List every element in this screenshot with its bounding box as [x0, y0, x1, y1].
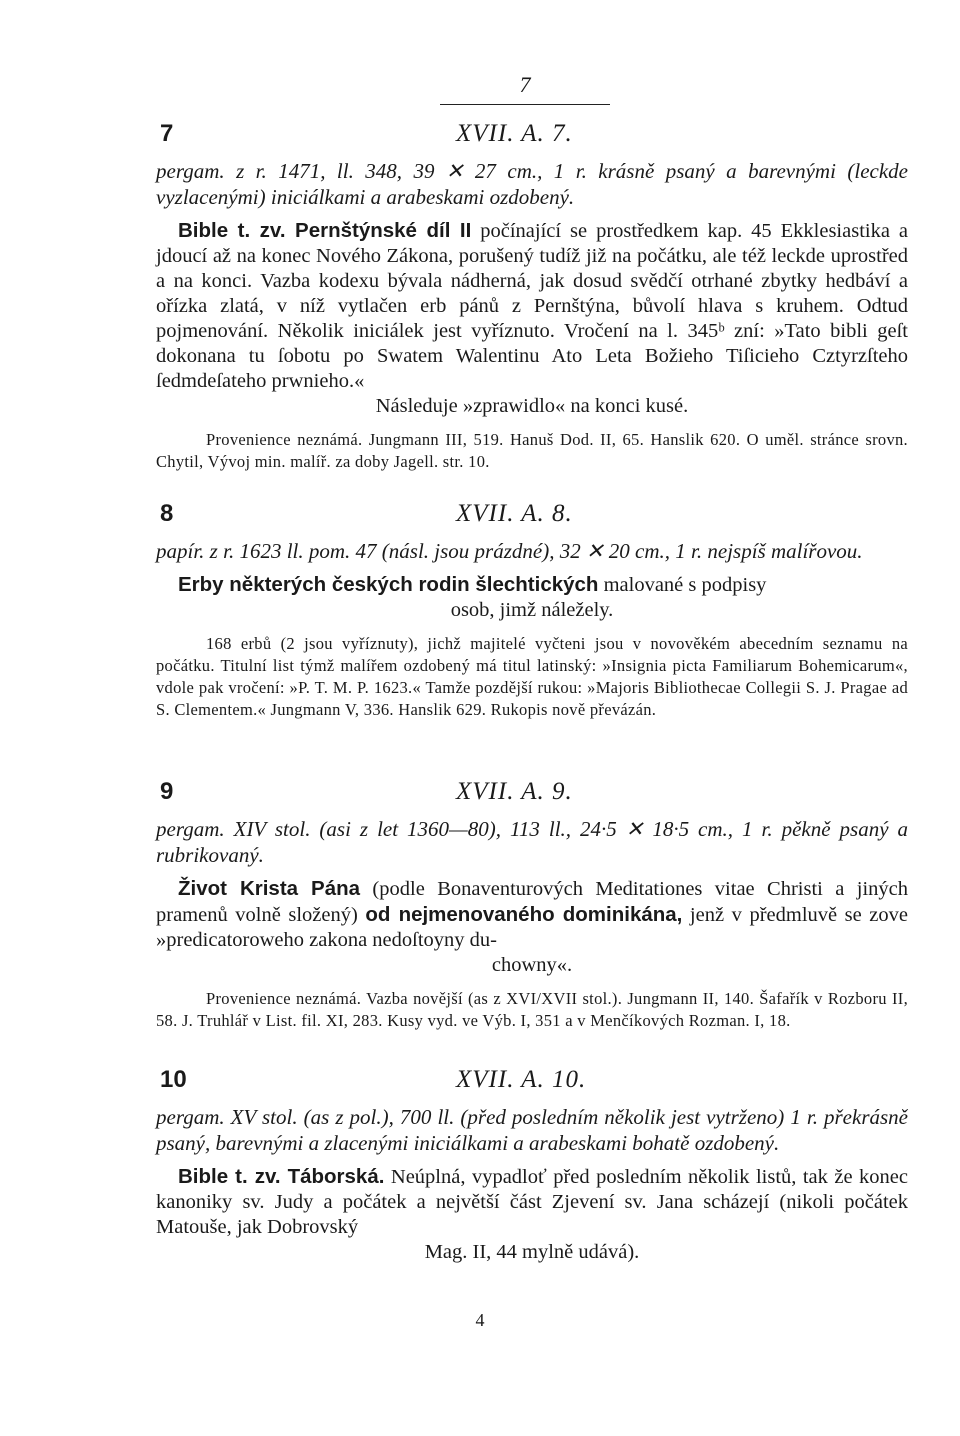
- entry-number: 9: [160, 778, 174, 805]
- entry-heading: [156, 1066, 908, 1100]
- entry-title: Život Krista Pána: [178, 877, 361, 900]
- entry-description-text: počínající se prostředkem kap. 45 Ekklesiastika a jdoucí až na konec Nového Zákona, porušený tudíž již na počátku, ale též leckde uprostřed a na konci. Vazba kodexu bývala nádherná, jak dosud svědčí otrhané zbytky hedbáví a ořízka zlatá, v níž vytlačen erb pánů z Pernštýna, bůvolí hlava s kruhem. Odtud pojmenování. Několik iniciálek jest vyříznuto. Vročení na l. 345ᵇ zní: »Tato bibli geſt dokonana tu ſobotu po Swatem Walentinu Ato Leta Božieho Tiſicieho Cztyrzſteho ſedmdeſateho prwnieho.«: [156, 220, 908, 392]
- entry-physical-description: pergam. XIV stol. (asi z let 1360—80), 113 ll., 24·5 ✕ 18·5 cm., 1 r. pěkně psaný a rubrikovaný.: [156, 817, 908, 867]
- entry-heading: [156, 120, 908, 154]
- catalog-entry: [156, 120, 908, 473]
- page-number-bottom: 4: [475, 1310, 485, 1330]
- entry-heading: [156, 778, 908, 812]
- entry-description: [156, 1164, 908, 1265]
- entry-literature: Provenience neznámá. Vazba novější (as z XVI/XVII stol.). Jungmann II, 140. Šafařík v Rozboru II, 58. J. Truhlář v List. fil. XI, 283. Kusy vyd. ve Výb. I, 351 a v Menčíkových Rozman. I, 18.: [156, 989, 908, 1030]
- catalog-entry: [156, 1066, 908, 1275]
- page-number-top: 7: [440, 72, 610, 105]
- catalog-entry: [156, 500, 908, 721]
- entry-description: [156, 876, 908, 978]
- entry-description-last: chowny«.: [491, 954, 573, 976]
- entry-number: 8: [160, 500, 174, 527]
- entry-description: [156, 572, 908, 623]
- entry-heading: [156, 500, 908, 534]
- entry-signature: XVII. A. 10.: [456, 1066, 587, 1093]
- entry-description-text: (podle Bonaventurových Meditationes vitae Christi a jiných pramenů volně složený): [156, 878, 909, 926]
- entry-signature: XVII. A. 9.: [456, 778, 573, 805]
- entry-number: 10: [160, 1066, 187, 1093]
- entry-title-author: od nejmenovaného dominikána,: [365, 903, 683, 926]
- entry-literature: Provenience neznámá. Jungmann III, 519. Hanuš Dod. II, 65. Hanslik 620. O uměl. stránce srovn. Chytil, Vývoj min. malíř. za doby Jagell. str. 10.: [156, 430, 908, 471]
- entry-signature: XVII. A. 7.: [456, 120, 573, 147]
- entry-literature: 168 erbů (2 jsou vyříznuty), jichž majitelé vyčteni jsou v novověkém abecedním seznamu na počátku. Titulní list týmž malířem ozdobený má titul latinský: »Insignia picta Familiarum Bohemicarum«, vdole pak vročení: »P. T. M. P. 1623.« Tamže pozdější rukou: »Majoris Bibliothecae Collegii S. J. Pragae ad S. Clementem.« Jungmann V, 336. Hanslik 629. Rukopis nově převázán.: [156, 634, 908, 719]
- entry-title: Bible t. zv. Pernštýnské díl II: [178, 219, 472, 242]
- entry-description-text: malované s podpisy: [598, 574, 767, 596]
- entry-physical-description: papír. z r. 1623 ll. pom. 47 (násl. jsou prázdné), 32 ✕ 20 cm., 1 r. nejspíš malířovou.: [156, 539, 863, 563]
- catalog-entry: [156, 778, 908, 1032]
- entry-title: Erby některých českých rodin šlechtických: [178, 573, 599, 596]
- entry-title: Bible t. zv. Táborská.: [178, 1165, 385, 1188]
- entry-description: [156, 218, 908, 419]
- entry-number: 7: [160, 120, 174, 147]
- entry-description-text: Neúplná, vypadloť před posledním několik listů, tak že konec kanoniky sv. Judy a počátek a největší část Zjevení sv. Jana scházejí (nikoli počátek Matouše, jak Dobrovský: [156, 1166, 908, 1238]
- entry-description-text: jenž v předmluvě se zove »predicatoroweho zakona nedoſtoyny du-: [156, 904, 908, 951]
- entry-physical-description: pergam. z r. 1471, ll. 348, 39 ✕ 27 cm., 1 r. krásně psaný a barevnými (leckde vyzlacenými) iniciálkami a arabeskami ozdobený.: [156, 159, 908, 209]
- entry-description-last: osob, jimž náležely.: [450, 599, 614, 621]
- entry-description-last: Mag. II, 44 mylně udává).: [424, 1241, 640, 1263]
- entry-description-last: Následuje »zprawidlo« na konci kusé.: [375, 395, 689, 417]
- entry-physical-description: pergam. XV stol. (as z pol.), 700 ll. (před posledním několik jest vytrženo) 1 r. překrásně psaný, barevnými a zlacenými iniciálkami a arabeskami bohatě ozdobený.: [156, 1105, 908, 1155]
- entry-signature: XVII. A. 8.: [456, 500, 573, 527]
